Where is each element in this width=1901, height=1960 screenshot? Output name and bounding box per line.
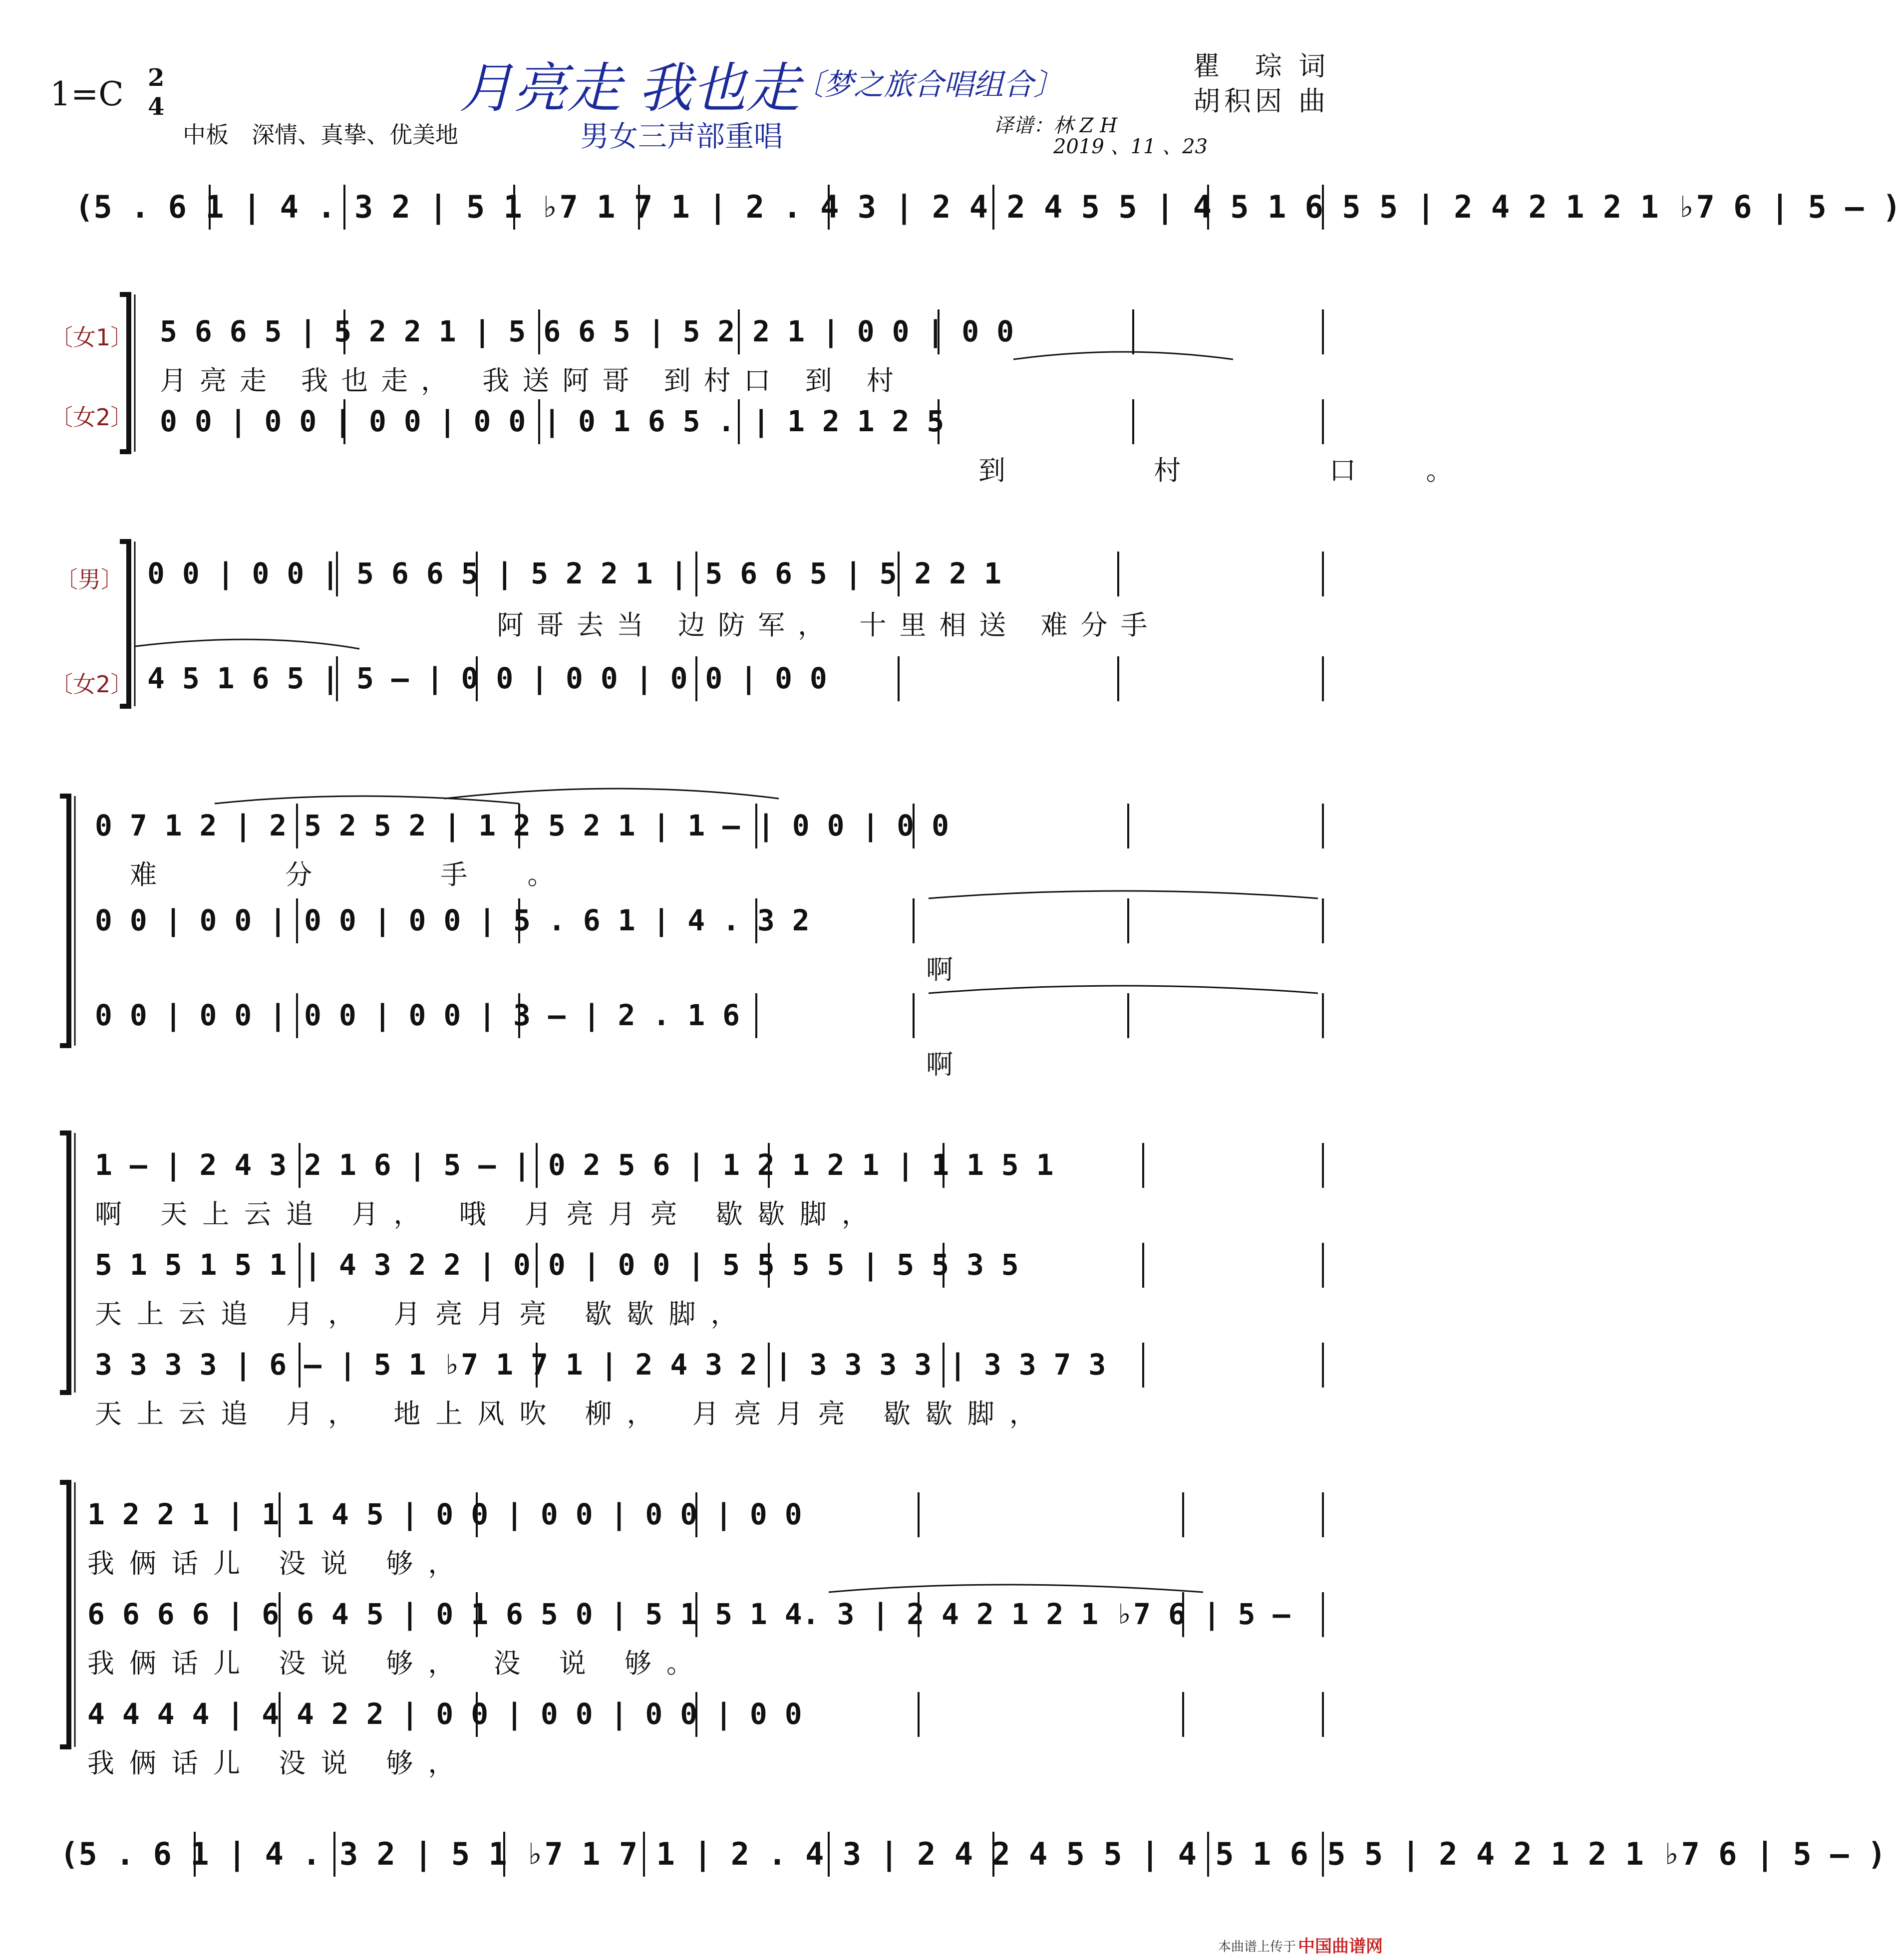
s5-voice2-lyric: 我俩话儿 没说 够， 没 说 够。 bbox=[87, 1648, 708, 1679]
s3-female2-notes: 0 0 | 0 0 | 0 0 | 0 0 | 3 – | 2 . 1 6 bbox=[95, 998, 740, 1032]
s4-voice3-notes: 3 3 3 3 | 6 – | 5 1 ♭7 1 7 1 | 2 4 3 2 | 3 3 3 3 | 3 3 7 3 bbox=[95, 1348, 1106, 1382]
time-sig-bottom: 4 bbox=[148, 93, 165, 121]
s1-female1-lyric: 月亮走 我也走， 我送阿哥 到村口 到 村 bbox=[160, 365, 907, 396]
s3-female1-notes: 0 0 | 0 0 | 0 0 | 0 0 | 5 . 6 1 | 4 . 3 2 bbox=[95, 903, 810, 937]
s4-voice3-lyric: 天上云追 月， 地上风吹 柳， 月亮月亮 歇歇脚， bbox=[95, 1398, 1051, 1429]
footer-uploaded-label: 本曲谱上传于 bbox=[1218, 1940, 1296, 1955]
s2-male-lyric: 阿哥去当 边防军， 十里相送 难分手 bbox=[497, 609, 1161, 641]
s1-female2-lyric: 到 村 口。 bbox=[978, 455, 1523, 486]
s1-female2-notes: 0 0 | 0 0 | 0 0 | 0 0 | 0 1 6 5 . | 1 2 1 2 5 bbox=[160, 404, 945, 438]
s2-male-notes: 0 0 | 0 0 | 5 6 6 5 | 5 2 2 1 | 5 6 6 5 | 5 2 2 1 bbox=[147, 557, 1002, 590]
s3-male-lyric: 难 分 手。 bbox=[130, 859, 615, 890]
s4-voice1-lyric: 啊 天上云追 月， 哦 月亮月亮 歇歇脚， bbox=[95, 1198, 884, 1230]
s4-voice1-notes: 1 – | 2 4 3 2 1 6 | 5 – | 0 2 5 6 | 1 2 1 2 1 | 1 1 5 1 bbox=[95, 1148, 1054, 1182]
s5-voice3-lyric: 我俩话儿 没说 够， bbox=[87, 1747, 470, 1779]
part-label-female2-b: 〔女2〕 bbox=[50, 671, 134, 698]
s4-voice2-lyric: 天上云追 月， 月亮月亮 歇歇脚， bbox=[95, 1298, 753, 1330]
s5-voice1-lyric: 我俩话儿 没说 够， bbox=[87, 1548, 470, 1579]
s5-voice2-notes: 6 6 6 6 | 6 6 4 5 | 0 1 6 5 0 | 5 1 5 1 4. 3 | 2 4 2 1 2 1 ♭7 6 | 5 – bbox=[87, 1597, 1290, 1631]
key-signature: 1=C bbox=[50, 75, 124, 113]
part-label-male: 〔男〕 bbox=[55, 566, 124, 593]
composer-credit: 胡积因 曲 bbox=[1193, 85, 1330, 117]
footer-site-logo[interactable]: 中国曲谱网 bbox=[1298, 1937, 1383, 1957]
song-subtitle: 〔梦之旅合唱组合〕 bbox=[794, 67, 1063, 102]
song-title: 月亮走 我也走 bbox=[459, 57, 800, 120]
s4-voice2-notes: 5 1 5 1 5 1 | 4 3 2 2 | 0 0 | 0 0 | 5 5 5 5 | 5 5 3 5 bbox=[95, 1248, 1019, 1282]
part-label-female1: 〔女1〕 bbox=[50, 324, 134, 351]
transcriber-credit: 译谱：林 Z H bbox=[993, 114, 1118, 137]
outro-line: (5 . 6 1 | 4 . 3 2 | 5 1 ♭7 1 7 1 | 2 . 4 3 | 2 4 2 4 5 5 | 4 5 1 6 5 5 | 2 4 2 1 2 1 ♭7 6 | 5 – ) bbox=[60, 1836, 1887, 1872]
arrangement-label: 男女三声部重唱 bbox=[580, 119, 783, 153]
s1-female1-notes: 5 6 6 5 | 5 2 2 1 | 5 6 6 5 | 5 2 2 1 | 0 0 | 0 0 bbox=[160, 314, 1014, 348]
s5-voice1-notes: 1 2 2 1 | 1 1 4 5 | 0 0 | 0 0 | 0 0 | 0 0 bbox=[87, 1497, 802, 1531]
tempo-marking: 中板 深情、真挚、优美地 bbox=[183, 121, 458, 148]
s3-female1-lyric: 啊 bbox=[926, 954, 966, 985]
time-sig-top: 2 bbox=[148, 64, 165, 92]
part-label-female2: 〔女2〕 bbox=[50, 404, 134, 431]
s2-female2-notes: 4 5 1 6 5 | 5 – | 0 0 | 0 0 | 0 0 | 0 0 bbox=[147, 661, 827, 695]
s3-female2-lyric: 啊 bbox=[926, 1049, 966, 1080]
s5-voice3-notes: 4 4 4 4 | 4 4 2 2 | 0 0 | 0 0 | 0 0 | 0 0 bbox=[87, 1697, 802, 1731]
intro-line: (5 . 6 1 | 4 . 3 2 | 5 1 ♭7 1 7 1 | 2 . 4 3 | 2 4 2 4 5 5 | 4 5 1 6 5 5 | 2 4 2 1 2 1 ♭7 6 | 5 – ) bbox=[75, 189, 1901, 225]
transcription-date: 2019 、11 、23 bbox=[1053, 135, 1208, 158]
s3-male-notes: 0 7 1 2 | 2 5 2 5 2 | 1 2 5 2 1 | 1 – | 0 0 | 0 0 bbox=[95, 809, 950, 842]
lyricist-credit: 瞿 琮 词 bbox=[1193, 50, 1330, 82]
